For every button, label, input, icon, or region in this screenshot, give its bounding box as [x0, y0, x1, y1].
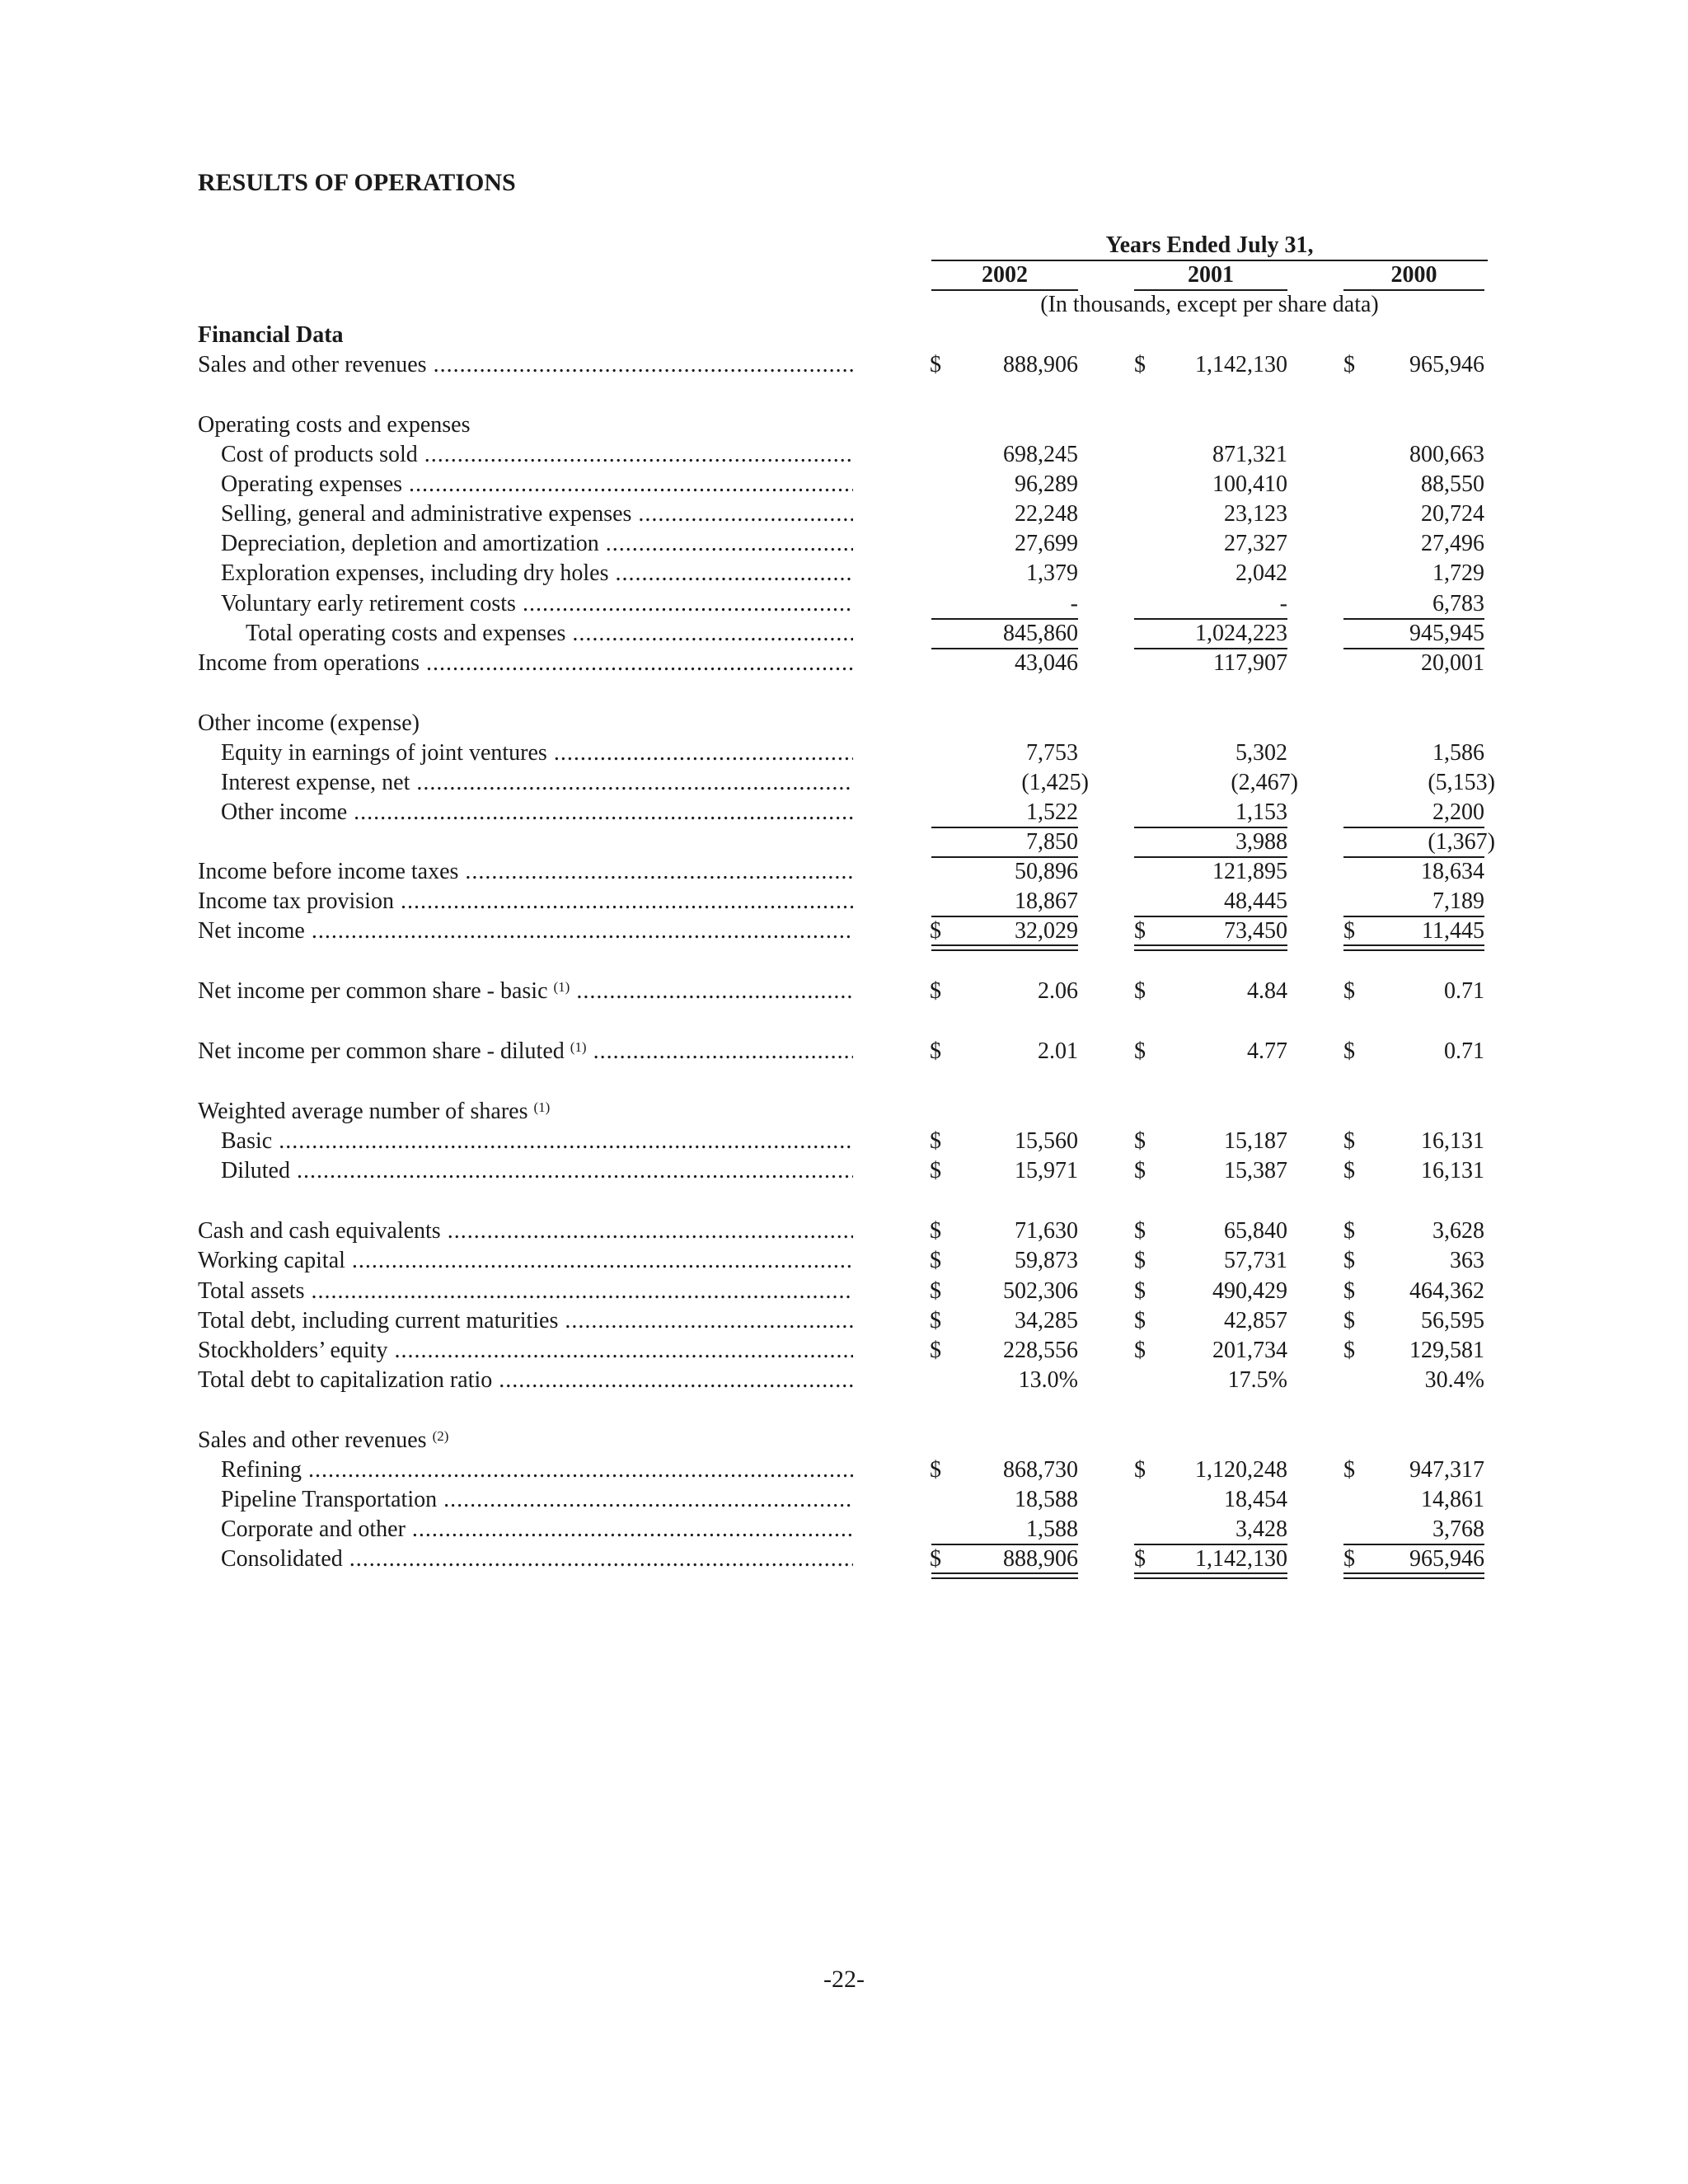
value-2002: 228,556	[1003, 1338, 1078, 1363]
section-other-income	[0, 709, 1688, 738]
dollar-sign: $	[1343, 352, 1355, 377]
value-2002: 43,046	[1015, 650, 1078, 676]
footnote-ref: (1)	[570, 1039, 587, 1055]
value-2002: 13.0%	[1018, 1367, 1078, 1393]
value-2002: 71,630	[1015, 1218, 1078, 1244]
value-2001: 1,153	[1236, 799, 1287, 825]
year-2000: 2000	[1390, 262, 1437, 288]
table-row	[0, 977, 1688, 1006]
value-2000: 7,189	[1432, 888, 1484, 914]
row-label: Cash and cash equivalents .....	[198, 1216, 853, 1246]
table-row	[0, 857, 1688, 887]
value-2000: 0.71	[1444, 978, 1484, 1004]
row-label: Total debt to capitalization ratio .....	[198, 1366, 853, 1395]
row-label: Total debt, including current maturities .....	[198, 1306, 853, 1336]
value-2001: 117,907	[1213, 650, 1287, 676]
value-2001: 18,454	[1224, 1487, 1287, 1512]
value-2002: 1,379	[1026, 560, 1078, 586]
dollar-sign: $	[1134, 1338, 1146, 1363]
value-2001: 1,120,248	[1195, 1457, 1287, 1483]
value-2001: 1,142,130	[1195, 1546, 1287, 1572]
dollar-sign: $	[1343, 1308, 1355, 1333]
value-2001: 121,895	[1212, 859, 1287, 884]
value-2000: 16,131	[1421, 1128, 1484, 1154]
value-2000: 3,628	[1432, 1218, 1484, 1244]
dollar-sign: $	[930, 1278, 941, 1304]
dollar-sign: $	[1134, 1038, 1146, 1064]
years-header-rule	[931, 260, 1488, 261]
dollar-sign: $	[930, 1038, 941, 1064]
row-label: Diluted .....	[221, 1156, 853, 1186]
table-row-total	[0, 619, 1688, 649]
row-label: Refining .....	[221, 1455, 853, 1485]
section-weighted-shares	[0, 1097, 1688, 1127]
table-row	[0, 350, 1688, 380]
dollar-sign: $	[1134, 1158, 1146, 1183]
value-2002: 1,522	[1026, 799, 1078, 825]
dollar-sign: $	[1134, 352, 1146, 377]
dollar-sign: $	[1134, 918, 1146, 944]
value-2000: (1,367)	[1428, 829, 1495, 855]
row-label	[198, 1037, 853, 1066]
value-2002: 27,699	[1015, 531, 1078, 556]
value-2000: 129,581	[1409, 1338, 1484, 1363]
years-header: Years Ended July 31,	[1105, 232, 1314, 258]
value-2002: 50,896	[1015, 859, 1078, 884]
value-2001: 42,857	[1224, 1308, 1287, 1333]
value-2000: 1,586	[1432, 740, 1484, 766]
value-2002: 7,753	[1026, 740, 1078, 766]
value-2001: 1,024,223	[1195, 621, 1287, 646]
dollar-sign: $	[1134, 1457, 1146, 1483]
value-2002: 888,906	[1003, 1546, 1078, 1572]
double-rule	[1343, 1572, 1484, 1579]
value-2000: 1,729	[1432, 560, 1484, 586]
year-rule	[1134, 289, 1287, 291]
value-2000: 464,362	[1409, 1278, 1484, 1304]
row-label: Income before income taxes .....	[198, 857, 853, 887]
dollar-sign: $	[1343, 1218, 1355, 1244]
value-2002: 15,560	[1015, 1128, 1078, 1154]
row-label: Equity in earnings of joint ventures .....	[221, 738, 853, 768]
table-row	[0, 1485, 1688, 1515]
footnote-ref: (1)	[553, 979, 570, 995]
section-label: Other income (expense)	[198, 710, 420, 736]
value-2002: 845,860	[1003, 621, 1078, 646]
row-label: Basic .....	[221, 1127, 853, 1156]
value-2002: (1,425)	[1021, 770, 1089, 795]
row-label: Sales and other revenues .....	[198, 350, 853, 380]
year-2002: 2002	[982, 262, 1028, 288]
value-2002: 502,306	[1003, 1278, 1078, 1304]
section-label-text: Weighted average number of shares	[198, 1099, 528, 1124]
dollar-sign: $	[1134, 1218, 1146, 1244]
value-2001: 65,840	[1224, 1218, 1287, 1244]
dollar-sign: $	[1343, 1457, 1355, 1483]
footnote-ref: (1)	[533, 1099, 551, 1115]
year-rule	[1343, 289, 1484, 291]
value-2002: 7,850	[1026, 829, 1078, 855]
dollar-sign: $	[1134, 978, 1146, 1004]
value-2001: 57,731	[1224, 1248, 1287, 1273]
table-row	[0, 1246, 1688, 1276]
table-row	[0, 1127, 1688, 1156]
value-2002: 868,730	[1003, 1457, 1078, 1483]
dollar-sign: $	[1134, 1546, 1146, 1572]
value-2001: 15,187	[1224, 1128, 1287, 1154]
value-2002: -	[1070, 591, 1078, 616]
dollar-sign: $	[1343, 1338, 1355, 1363]
row-label: Total operating costs and expenses .....	[246, 619, 853, 649]
double-rule	[1343, 944, 1484, 951]
value-2000: 3,768	[1432, 1516, 1484, 1542]
value-2000: 16,131	[1421, 1158, 1484, 1183]
dollar-sign: $	[1343, 918, 1355, 944]
table-row	[0, 1455, 1688, 1485]
value-2000: 20,001	[1421, 650, 1484, 676]
value-2000: 88,550	[1421, 471, 1484, 497]
row-label	[198, 977, 853, 1006]
value-2002: 34,285	[1015, 1308, 1078, 1333]
section-financial-data	[0, 321, 1688, 350]
value-2001: 48,445	[1224, 888, 1287, 914]
value-2001: 100,410	[1212, 471, 1287, 497]
value-2002: 2.06	[1038, 978, 1078, 1004]
dollar-sign: $	[1343, 978, 1355, 1004]
value-2000: 56,595	[1421, 1308, 1484, 1333]
double-rule	[1134, 1572, 1287, 1579]
value-2002: 96,289	[1015, 471, 1078, 497]
value-2002: 15,971	[1015, 1158, 1078, 1183]
table-row-total	[0, 827, 1688, 857]
dollar-sign: $	[930, 978, 941, 1004]
row-label-text: Net income per common share - diluted	[198, 1038, 565, 1064]
row-label: Pipeline Transportation .....	[221, 1485, 853, 1515]
value-2001: 201,734	[1212, 1338, 1287, 1363]
dollar-sign: $	[930, 352, 941, 377]
value-2000: 363	[1450, 1248, 1484, 1273]
row-label: Working capital .....	[198, 1246, 853, 1276]
value-2001: 871,321	[1212, 442, 1287, 467]
dollar-sign: $	[930, 918, 941, 944]
value-2001: 73,450	[1224, 918, 1287, 944]
row-label: Stockholders’ equity .....	[198, 1336, 853, 1366]
table-row-net-income	[0, 916, 1688, 946]
dollar-sign: $	[1134, 1248, 1146, 1273]
year-rule	[931, 289, 1078, 291]
row-label: Income tax provision .....	[198, 887, 853, 916]
value-2000: 20,724	[1421, 501, 1484, 527]
dollar-sign: $	[930, 1546, 941, 1572]
table-row	[0, 1156, 1688, 1186]
row-label: Consolidated .....	[221, 1544, 853, 1574]
value-2002: 1,588	[1026, 1516, 1078, 1542]
table-row	[0, 798, 1688, 827]
value-2002: 18,588	[1015, 1487, 1078, 1512]
dollar-sign: $	[1134, 1278, 1146, 1304]
table-row	[0, 1366, 1688, 1395]
table-row	[0, 529, 1688, 559]
table-row	[0, 1336, 1688, 1366]
dollar-sign: $	[930, 1218, 941, 1244]
value-2000: 27,496	[1421, 531, 1484, 556]
dollar-sign: $	[930, 1128, 941, 1154]
double-rule	[931, 1572, 1078, 1579]
value-2000: 0.71	[1444, 1038, 1484, 1064]
table-row	[0, 470, 1688, 499]
table-row	[0, 499, 1688, 529]
year-2001: 2001	[1188, 262, 1234, 288]
value-2000: 18,634	[1421, 859, 1484, 884]
double-rule	[931, 944, 1078, 951]
row-label: Depreciation, depletion and amortization .....	[221, 529, 853, 559]
dollar-sign: $	[930, 1158, 941, 1183]
table-row	[0, 1037, 1688, 1066]
value-2000: 14,861	[1421, 1487, 1484, 1512]
footnote-ref: (2)	[432, 1428, 449, 1444]
page-number: -22-	[823, 1966, 865, 1993]
value-2001: 4.84	[1247, 978, 1287, 1004]
dollar-sign: $	[1343, 1278, 1355, 1304]
section-label: Operating costs and expenses	[198, 412, 471, 438]
section-label	[198, 1426, 853, 1455]
value-2000: 30.4%	[1424, 1367, 1484, 1393]
table-row	[0, 887, 1688, 916]
row-label: Total assets .....	[198, 1277, 853, 1306]
row-label-text: Net income per common share - basic	[198, 978, 548, 1004]
row-label: Corporate and other .....	[221, 1515, 853, 1544]
value-2002: 18,867	[1015, 888, 1078, 914]
dollar-sign: $	[930, 1338, 941, 1363]
dollar-sign: $	[1343, 1128, 1355, 1154]
table-row	[0, 589, 1688, 619]
units-note: (In thousands, except per share data)	[1040, 292, 1379, 317]
value-2001: 23,123	[1224, 501, 1287, 527]
value-2000: 11,445	[1422, 918, 1484, 944]
dollar-sign: $	[1134, 1128, 1146, 1154]
value-2001: 3,428	[1236, 1516, 1287, 1542]
dollar-sign: $	[930, 1308, 941, 1333]
table-row	[0, 440, 1688, 470]
row-label: Selling, general and administrative expenses .....	[221, 499, 853, 529]
section-operating-costs	[0, 410, 1688, 440]
value-2001: 5,302	[1236, 740, 1287, 766]
double-rule	[1134, 944, 1287, 951]
value-2001: (2,467)	[1231, 770, 1298, 795]
value-2000: 965,946	[1409, 352, 1484, 377]
row-label: Income from operations .....	[198, 649, 853, 678]
value-2000: 965,946	[1409, 1546, 1484, 1572]
value-2002: 32,029	[1015, 918, 1078, 944]
row-label: Voluntary early retirement costs .....	[221, 589, 853, 619]
value-2000: 800,663	[1409, 442, 1484, 467]
dollar-sign: $	[1343, 1038, 1355, 1064]
value-2002: 698,245	[1003, 442, 1078, 467]
value-2002: 59,873	[1015, 1248, 1078, 1273]
value-2002: 22,248	[1015, 501, 1078, 527]
table-row	[0, 1306, 1688, 1336]
table-row	[0, 649, 1688, 678]
table-row	[0, 738, 1688, 768]
row-label: Other income .....	[221, 798, 853, 827]
row-label: Interest expense, net .....	[221, 768, 853, 798]
table-row	[0, 559, 1688, 588]
value-2000: 6,783	[1432, 591, 1484, 616]
dollar-sign: $	[1134, 1308, 1146, 1333]
value-2001: 17.5%	[1227, 1367, 1287, 1393]
value-2000: (5,153)	[1428, 770, 1495, 795]
value-2001: 4.77	[1247, 1038, 1287, 1064]
value-2002: 888,906	[1003, 352, 1078, 377]
value-2001: 15,387	[1224, 1158, 1287, 1183]
table-row	[0, 1216, 1688, 1246]
value-2000: 945,945	[1409, 621, 1484, 646]
page-title: RESULTS OF OPERATIONS	[198, 169, 516, 196]
table-row	[0, 768, 1688, 798]
row-label: Operating expenses .....	[221, 470, 853, 499]
table-row-consolidated	[0, 1544, 1688, 1574]
value-2002: 2.01	[1038, 1038, 1078, 1064]
table-row	[0, 1515, 1688, 1544]
value-2001: 490,429	[1212, 1278, 1287, 1304]
row-label: Cost of products sold .....	[221, 440, 853, 470]
dollar-sign: $	[1343, 1158, 1355, 1183]
value-2000: 947,317	[1409, 1457, 1484, 1483]
dollar-sign: $	[1343, 1546, 1355, 1572]
value-2001: -	[1279, 591, 1287, 616]
value-2001: 3,988	[1236, 829, 1287, 855]
section-label-text: Sales and other revenues	[198, 1427, 427, 1453]
section-label	[198, 1097, 853, 1127]
section-label: Financial Data	[198, 322, 344, 348]
value-2001: 1,142,130	[1195, 352, 1287, 377]
value-2000: 2,200	[1432, 799, 1484, 825]
dollar-sign: $	[1343, 1248, 1355, 1273]
value-2001: 2,042	[1236, 560, 1287, 586]
value-2001: 27,327	[1224, 531, 1287, 556]
table-row	[0, 1277, 1688, 1306]
row-label: Net income .....	[198, 916, 853, 946]
row-label: Exploration expenses, including dry holes .....	[221, 559, 853, 588]
dollar-sign: $	[930, 1457, 941, 1483]
section-segment-sales	[0, 1426, 1688, 1455]
dollar-sign: $	[930, 1248, 941, 1273]
